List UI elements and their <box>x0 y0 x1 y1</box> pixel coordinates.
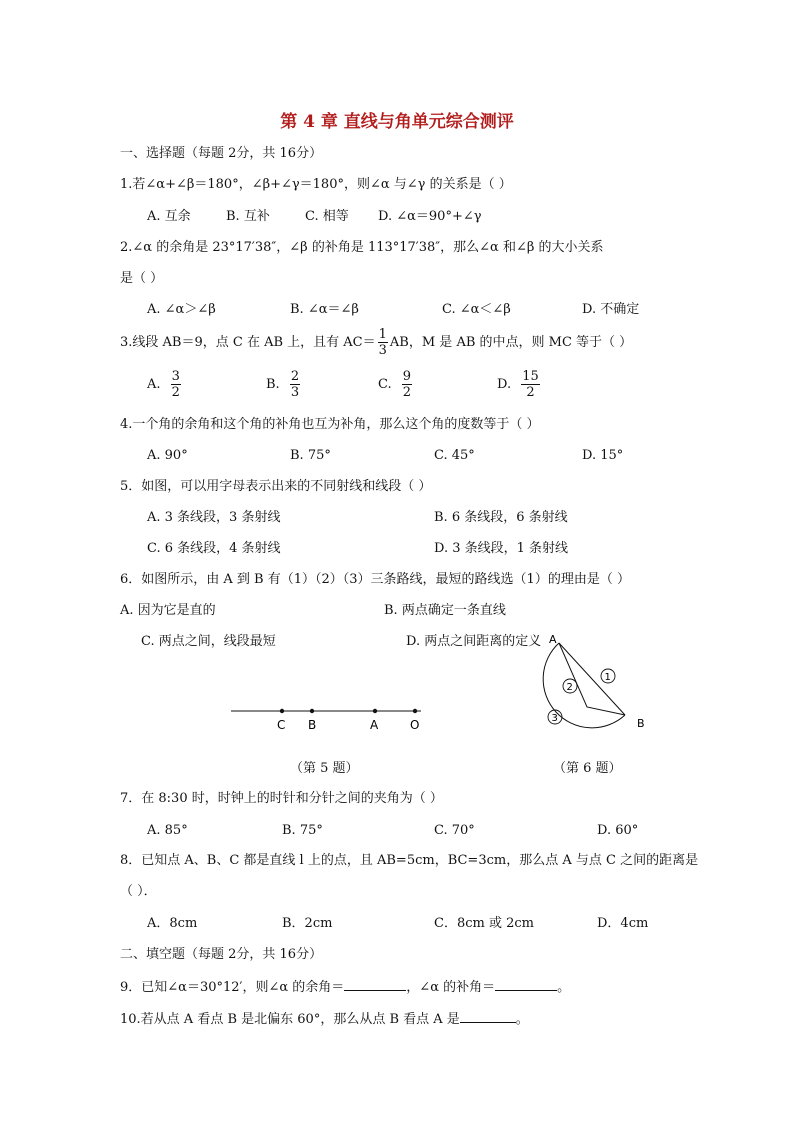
question-6-stem: 6．如图所示，由 A 到 B 有（1）（2）（3）三条路线，最短的路线选（1）的理由是（ ） <box>120 572 630 587</box>
q4-option-d: D. 15° <box>582 448 624 463</box>
q3-option-b-label: B. <box>266 377 280 392</box>
question-5-stem: 5．如图，可以用字母表示出来的不同射线和线段（ ） <box>120 479 432 494</box>
q3-option-c-fraction <box>402 369 412 400</box>
q3-option-d-fraction <box>521 369 540 400</box>
fig5-label-o: O <box>410 718 420 732</box>
q8-option-d: D．4cm <box>597 916 649 931</box>
q3-option-a-label: A. <box>147 377 161 392</box>
q9-text-pre: 9．已知∠α＝30°12′，则∠α 的余角＝ <box>120 980 345 995</box>
q3-c-num: 9 <box>402 369 412 384</box>
q7-option-d: D. 60° <box>597 823 639 838</box>
q2-option-c: C. ∠α＜∠β <box>442 302 511 317</box>
q3-fraction <box>378 327 388 358</box>
q4-option-c: C. 45° <box>434 448 475 463</box>
q6-option-d: D. 两点之间距离的定义 <box>406 634 542 649</box>
q1-option-c: C. 相等 <box>305 209 349 224</box>
q1-option-d: D. ∠α＝90°+∠γ <box>378 209 482 224</box>
q3-fraction-den: 3 <box>378 343 387 358</box>
q3-b-den: 3 <box>290 385 300 400</box>
q3-option-d <box>497 369 542 400</box>
question-10 <box>120 1010 529 1028</box>
q2-option-b: B. ∠α＝∠β <box>290 302 359 317</box>
q3-option-a <box>147 369 183 400</box>
fig5-label-a: A <box>370 718 379 732</box>
q6-option-c: C. 两点之间，线段最短 <box>141 634 276 649</box>
fig6-label-b: B <box>637 717 645 730</box>
fig5-point-a <box>373 709 377 713</box>
question-1-stem: 1.若∠α+∠β＝180°，∠β+∠γ＝180°，则∠α 与∠γ 的关系是（ ） <box>120 177 512 192</box>
q10-text-post: 。 <box>515 1012 529 1027</box>
q9-blank-complement[interactable] <box>344 978 406 991</box>
question-8-stem-cont: （ ）． <box>120 884 157 899</box>
fig6-label-a: A <box>549 633 557 646</box>
fig5-point-o <box>413 709 417 713</box>
q3-d-num: 15 <box>522 369 539 384</box>
figure-6-caption: （第 6 题） <box>553 761 622 776</box>
q5-option-d: D. 3 条线段，1 条射线 <box>434 541 569 556</box>
q4-option-a: A. 90° <box>147 448 188 463</box>
fig6-route-2-label: 2 <box>566 682 573 693</box>
q3-option-c <box>378 369 414 400</box>
q3-option-b-fraction <box>290 369 300 400</box>
q5-option-b: B. 6 条线段，6 条射线 <box>434 510 568 525</box>
q8-option-a: A．8cm <box>147 916 198 931</box>
q10-text-pre: 10.若从点 A 看点 B 是北偏东 60°，那么从点 B 看点 A 是 <box>120 1012 460 1027</box>
q3-d-den: 2 <box>526 385 535 400</box>
q1-option-a: A. 互余 <box>147 209 191 224</box>
question-8-stem: 8．已知点 A、B、C 都是直线 l 上的点，且 AB=5cm，BC=3cm，那么点 A 与点 C 之间的距离是 <box>120 853 699 868</box>
q9-text-mid: ，∠α 的补角＝ <box>406 980 496 995</box>
q10-blank[interactable] <box>460 1010 516 1023</box>
question-2-stem: 2.∠α 的余角是 23°17′38″，∠β 的补角是 113°17′38″，那么∠α 和∠β 的大小关系 <box>120 240 604 255</box>
q9-text-post: 。 <box>557 980 571 995</box>
q5-option-c: C. 6 条线段，4 条射线 <box>147 541 281 556</box>
fig5-label-c: C <box>277 718 286 732</box>
q3-a-num: 3 <box>171 369 180 384</box>
q3-stem-post: AB，M 是 AB 的中点，则 MC 等于（ ） <box>389 335 633 350</box>
q6-option-a: A. 因为它是直的 <box>120 603 216 618</box>
question-9 <box>120 978 570 996</box>
q3-b-num: 2 <box>290 369 300 384</box>
q9-blank-supplement[interactable] <box>495 978 557 991</box>
q7-option-c: C. 70° <box>434 823 475 838</box>
page-title: 第 4 章 直线与角单元综合测评 <box>280 112 514 132</box>
figure-6-diagram <box>535 633 655 733</box>
q3-fraction-num: 1 <box>378 327 387 342</box>
fig6-route-3-label: 3 <box>551 713 558 724</box>
q7-option-b: B. 75° <box>282 823 323 838</box>
q2-option-d: D. 不确定 <box>582 302 640 317</box>
question-4-stem: 4.一个角的余角和这个角的补角也互为补角，那么这个角的度数等于（ ） <box>120 417 540 432</box>
question-7-stem: 7．在 8:30 时，时钟上的时针和分针之间的夹角为（ ） <box>120 791 443 806</box>
fig5-label-b: B <box>308 718 317 732</box>
section-fill-heading: 二、填空题（每题 2分，共 16分） <box>120 947 323 962</box>
q3-option-a-fraction <box>171 369 181 400</box>
fig6-route-1-label: 1 <box>604 672 611 683</box>
q6-option-b: B. 两点确定一条直线 <box>384 603 506 618</box>
q2-option-a: A. ∠α＞∠β <box>147 302 216 317</box>
q7-option-a: A. 85° <box>147 823 188 838</box>
q8-option-b: B．2cm <box>282 916 333 931</box>
question-3-stem <box>120 327 632 358</box>
fig5-point-b <box>310 709 314 713</box>
q1-option-b: B. 互补 <box>226 209 270 224</box>
section-choice-heading: 一、选择题（每题 2分，共 16分） <box>120 146 323 161</box>
figure-5-caption: （第 5 题） <box>290 761 359 776</box>
fig5-point-c <box>280 709 284 713</box>
question-2-stem-cont: 是（ ） <box>120 271 164 286</box>
q4-option-b: B. 75° <box>290 448 331 463</box>
q3-option-b <box>266 369 302 400</box>
q5-option-a: A. 3 条线段，3 条射线 <box>147 510 281 525</box>
q3-stem-pre: 3.线段 AB＝9，点 C 在 AB 上，且有 AC＝ <box>120 335 376 350</box>
q3-c-den: 2 <box>402 385 412 400</box>
q3-option-d-label: D. <box>497 377 512 392</box>
figure-5-diagram <box>225 695 425 735</box>
q8-option-c: C．8cm 或 2cm <box>434 916 534 931</box>
q3-option-c-label: C. <box>378 377 392 392</box>
q3-a-den: 2 <box>171 385 180 400</box>
